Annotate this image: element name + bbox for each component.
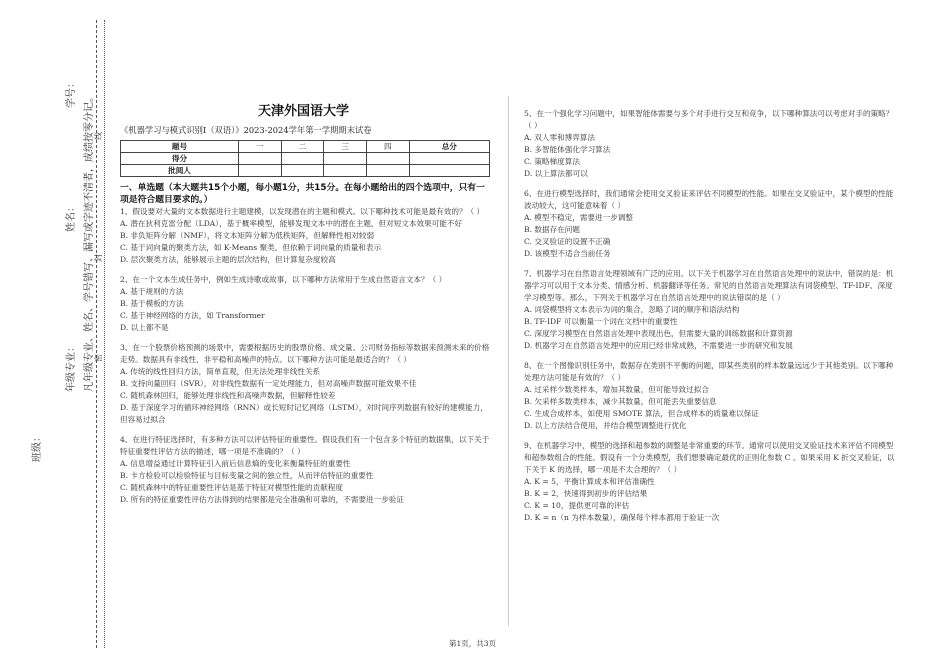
score-header-cell: 总分	[409, 141, 489, 153]
option-d: D. 机器学习在自然语言处理中的应用已经非常成熟，不需要进一步的研究和发展	[524, 341, 793, 350]
option-c: C. 随机森林回归，能够处理非线性和高噪声数据，但解释性较差	[120, 391, 336, 400]
right-column	[524, 108, 896, 524]
question-3	[120, 342, 490, 426]
option-b: B. 卡方检验可以检验特征与目标变量之间的独立性，从而评估特征的重要性	[120, 471, 374, 480]
score-header-cell: 题号	[121, 141, 239, 153]
question-stem: 9、在机器学习中，模型的选择和超参数的调整是非常重要的环节。通常可以使用交叉验证技术来评估不同模型和超参数组合的性能。假设有一个分类模型，我们想要确定最优的正则化参数 C 。如果采用 K 折交叉验证，以下关于 K 的选择，哪一项是不太合理的？（ ）	[524, 441, 895, 474]
name-label: 姓名：	[66, 202, 77, 232]
option-d: D. 层次聚类方法，能够展示主题的层次结构，但计算复杂度较高	[120, 255, 336, 264]
section-heading: 一、单选题（本大题共15个小题，每小题1分，共15分。在每小题给出的四个选项中，只有一项是符合题目要求的。）	[120, 183, 485, 205]
option-d: D. K = n（n 为样本数量），确保每个样本都用于验证一次	[524, 513, 720, 522]
grader-cell[interactable]	[409, 165, 489, 177]
option-d: D. 以上都不是	[120, 323, 169, 332]
question-stem: 3、在一个股票价格预测的场景中，需要根据历史的股票价格、成交量、公司财务指标等数据来预测未来的价格走势。数据具有非线性、非平稳和高噪声的特点。以下哪种方法可能是最适合的？（ ）	[120, 343, 490, 364]
question-6	[524, 188, 896, 260]
option-c: C. K = 10，提供更可靠的评估	[524, 501, 630, 510]
option-a: A. 过采样少数类样本，增加其数量，但可能导致过拟合	[524, 385, 709, 394]
option-b: B. K = 2，快速得到初步的评估结果	[524, 489, 648, 498]
score-table-header-row	[121, 141, 490, 153]
question-stem: 8、在一个图像识别任务中，数据存在类别不平衡的问题，即某些类别的样本数量远远少于其他类别。以下哪种处理方法可能是有效的？（ ）	[524, 361, 894, 382]
option-c: C. 策略梯度算法	[524, 157, 580, 166]
question-7	[524, 268, 896, 352]
option-d: D. 以上算法都可以	[524, 169, 588, 178]
grader-row-label: 批阅人	[121, 165, 239, 177]
notice-line: 凡年级专业、姓名、学号错写、漏写或字迹不清者，成绩按零分记。	[84, 92, 95, 392]
score-cell[interactable]	[281, 153, 324, 165]
option-c: C. 生成合成样本，如使用 SMOTE 算法，但合成样本的质量难以保证	[524, 409, 759, 418]
seal-char-feng: 封	[94, 254, 103, 262]
option-a: A. K = 5，平衡计算成本和评估准确性	[524, 477, 655, 486]
university-title: 天津外国语大学	[258, 104, 350, 119]
student-id-label: 学号：	[66, 78, 77, 108]
score-cell[interactable]	[239, 153, 282, 165]
grade-major-label: 年级专业：	[66, 342, 77, 392]
seal-line-left	[96, 20, 97, 648]
option-b: B. 非负矩阵分解（NMF），将文本矩阵分解为低秩矩阵，但解释性相对较弱	[120, 231, 375, 240]
question-stem: 1、假设要对大量的文本数据进行主题建模，以发现潜在的主题和模式。以下哪种技术可能是最有效的？（ ）	[120, 207, 485, 216]
option-c: C. 随机森林中的特征重要性评估是基于特征对模型性能的贡献程度	[120, 483, 343, 492]
grader-cell[interactable]	[366, 165, 409, 177]
score-row	[121, 153, 490, 165]
class-label: 班级：	[32, 432, 43, 462]
grader-cell[interactable]	[281, 165, 324, 177]
option-c: C. 交叉验证的设置不正确	[524, 237, 611, 246]
exam-title: 《机器学习与模式识别I（双语）》2023-2024学年第一学期期末试卷	[120, 125, 372, 135]
option-b: B. 基于模板的方法	[120, 299, 184, 308]
option-b: B. 支持向量回归（SVR），对非线性数据有一定处理能力，但对高噪声数据可能效果不佳	[120, 379, 417, 388]
seal-char-xian: 线	[94, 132, 103, 140]
option-b: B. 数据存在问题	[524, 225, 580, 234]
question-stem: 5、在一个强化学习问题中，如果智能体需要与多个对手进行交互和竞争，以下哪种算法可以考虑对手的策略？（ ）	[524, 109, 894, 130]
question-stem: 2、在一个文本生成任务中，例如生成诗歌或故事，以下哪种方法常用于生成自然语言文本？（ ）	[120, 275, 447, 284]
grader-row	[121, 165, 490, 177]
question-stem: 6、在进行模型选择时，我们通常会使用交叉验证来评估不同模型的性能。如果在交叉验证中，某个模型的性能波动较大，这可能意味着（ ）	[524, 189, 894, 210]
option-a: A. 双人零和博弈算法	[524, 133, 596, 142]
option-b: B. TF-IDF 可以衡量一个词在文档中的重要性	[524, 317, 678, 326]
left-column	[120, 182, 490, 506]
option-d: D. 该模型不适合当前任务	[524, 249, 611, 258]
seal-char-mi: 密	[94, 354, 103, 362]
option-d: D. 以上方法结合使用，并结合模型调整进行优化	[524, 421, 687, 430]
option-d: D. 所有的特征重要性评估方法得到的结果都是完全准确和可靠的，不需要进一步验证	[120, 495, 405, 504]
question-5	[524, 108, 896, 180]
page-number: 第1页，共3页	[449, 639, 497, 648]
option-b: B. 多智能体强化学习算法	[524, 145, 611, 154]
question-2	[120, 274, 490, 334]
question-9	[524, 440, 896, 524]
question-8	[524, 360, 896, 432]
score-header-cell: 四	[366, 141, 409, 153]
binding-strip	[0, 0, 110, 672]
question-1	[120, 206, 490, 266]
option-a: A. 词袋模型将文本表示为词的集合，忽略了词的顺序和语法结构	[524, 305, 740, 314]
option-a: A. 信息增益通过计算特征引入前后信息熵的变化来衡量特征的重要性	[120, 459, 351, 468]
option-c: C. 基于词向量的聚类方法，如 K-Means 聚类，但依赖于词向量的质量和表示	[120, 243, 382, 252]
option-a: A. 基于规则的方法	[120, 287, 184, 296]
question-stem: 4、在进行特征选择时，有多种方法可以评估特征的重要性。假设我们有一个包含多个特征的数据集，以下关于特征重要性评估方法的描述，哪一项是不准确的？（ ）	[120, 435, 490, 456]
option-a: A. 潜在狄利克雷分配（LDA），基于概率模型，能够发现文本中的潜在主题，但对短文本效果可能不好	[120, 219, 463, 228]
option-c: C. 深度学习模型在自然语言处理中表现出色，但需要大量的训练数据和计算资源	[524, 329, 793, 338]
score-table	[120, 140, 490, 177]
column-divider	[508, 96, 509, 626]
option-a: A. 传统的线性回归方法，简单直观，但无法处理非线性关系	[120, 367, 321, 376]
score-row-label: 得分	[121, 153, 239, 165]
seal-line-right	[104, 20, 105, 648]
option-c: C. 基于神经网络的方法，如 Transformer	[120, 311, 265, 320]
score-cell[interactable]	[324, 153, 367, 165]
score-cell[interactable]	[366, 153, 409, 165]
grader-cell[interactable]	[324, 165, 367, 177]
option-a: A. 模型不稳定，需要进一步调整	[524, 213, 634, 222]
question-stem: 7、机器学习在自然语言处理领域有广泛的应用。以下关于机器学习在自然语言处理中的说法中，错误的是：机器学习可以用于文本分类、情感分析、机器翻译等任务。常见的自然语言处理算法有词袋模型、TF-IDF、深度学习模型等。那么，下列关于机器学习在自然语言处理中的说法错误的是（ ）	[524, 269, 894, 302]
question-4	[120, 434, 490, 506]
grader-cell[interactable]	[239, 165, 282, 177]
score-header-cell: 一	[239, 141, 282, 153]
score-cell[interactable]	[409, 153, 489, 165]
option-b: B. 欠采样多数类样本，减少其数量，但可能丢失重要信息	[524, 397, 717, 406]
score-header-cell: 三	[324, 141, 367, 153]
option-d: D. 基于深度学习的循环神经网络（RNN）或长短时记忆网络（LSTM），对时间序列数据有较好的建模能力，但容易过拟合	[120, 403, 488, 424]
score-header-cell: 二	[281, 141, 324, 153]
